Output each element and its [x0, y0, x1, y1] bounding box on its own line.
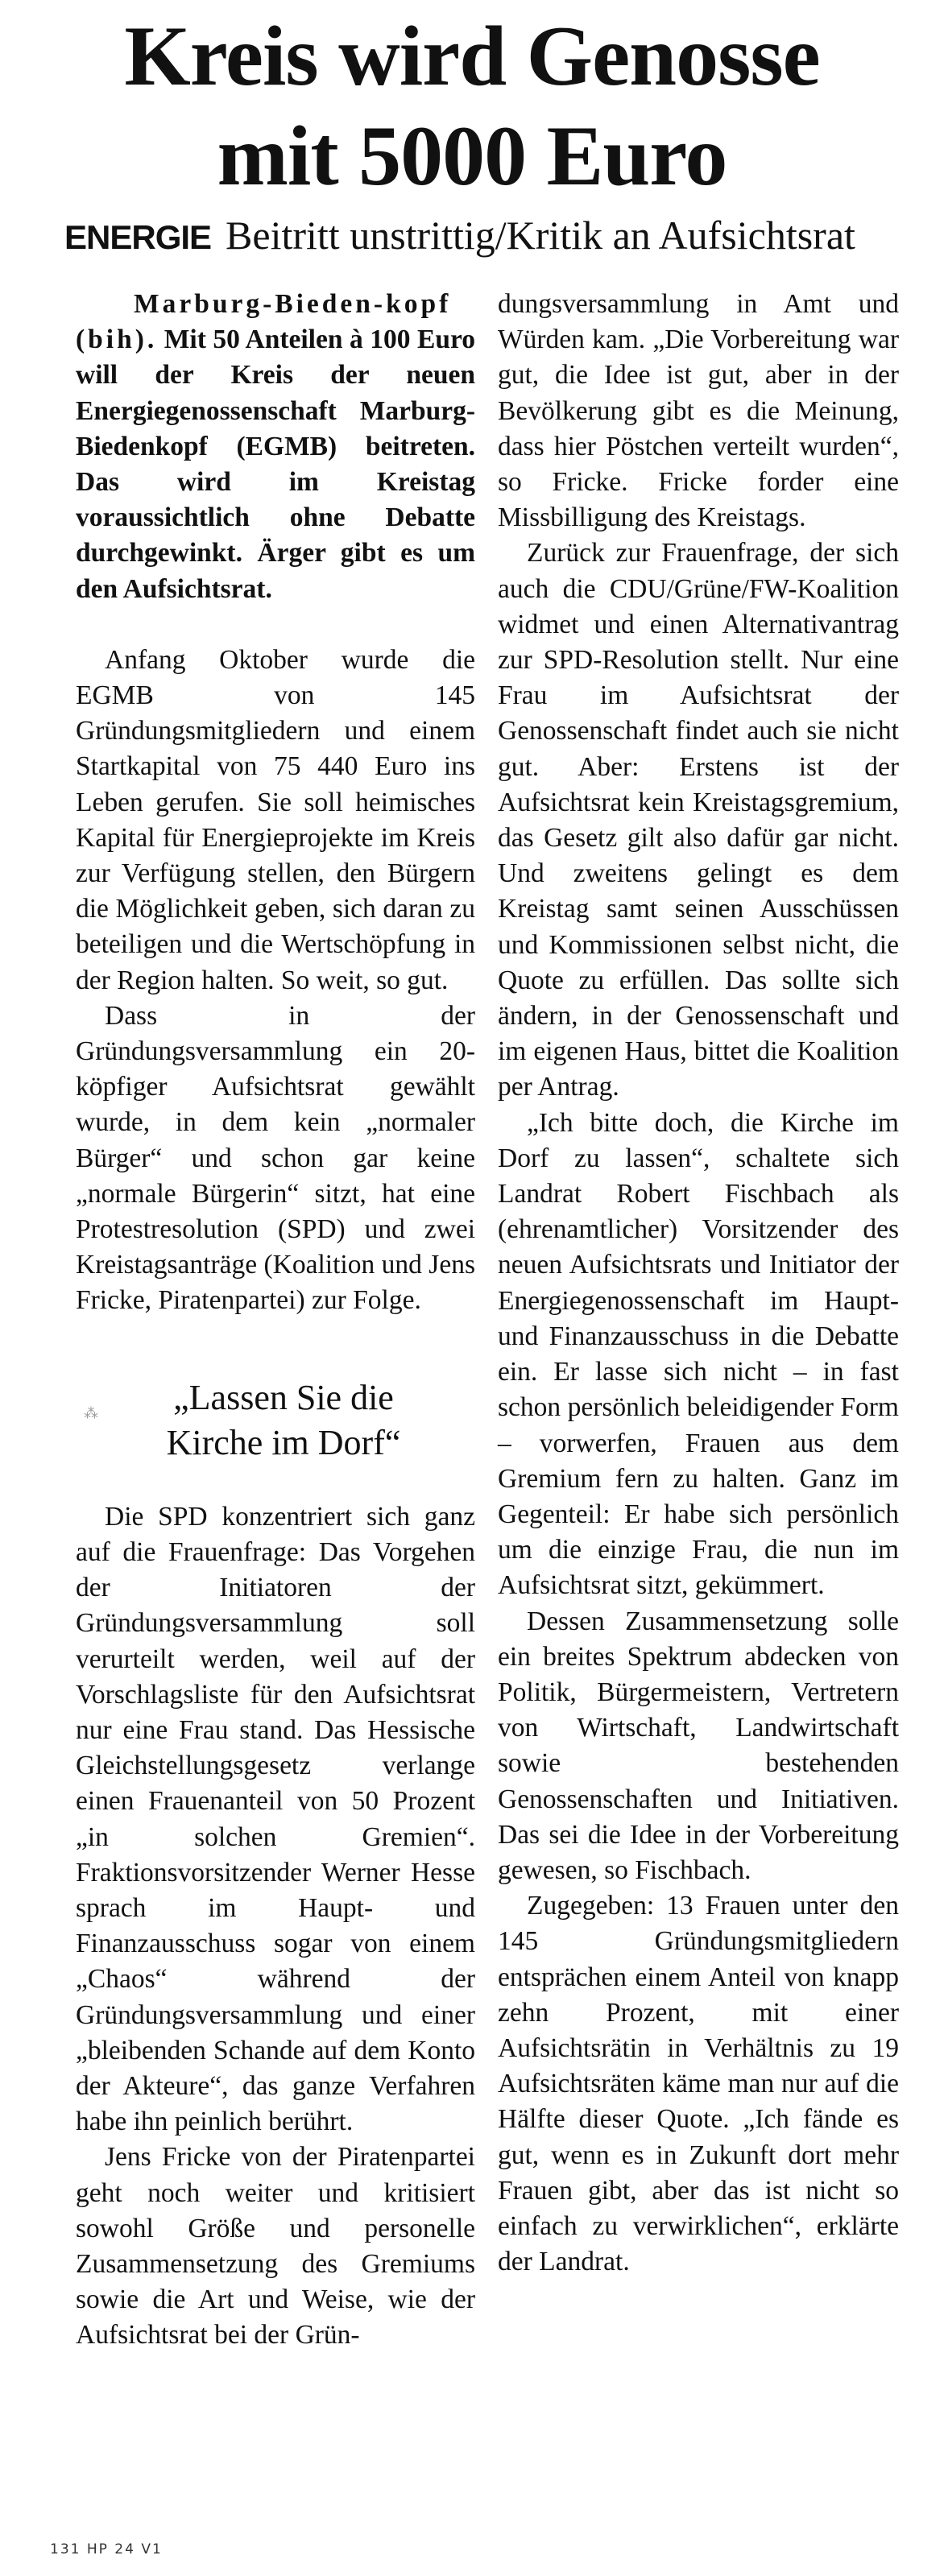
- body-paragraph: Jens Fricke von der Piratenpartei geht noch weiter und kritisiert sowohl Größe und personelle Zusammensetzung des Gremiums sowie die Art und Weise, wie der Aufsichtsrat bei der Grün-: [76, 2142, 475, 2351]
- crosshead: [76, 1375, 475, 1466]
- subheadline-row: [64, 211, 912, 262]
- body-paragraph: Zugegeben: 13 Frauen unter den 145 Gründungsmitgliedern entsprächen einem Anteil von knapp zehn Prozent, mit einer Aufsichtsrätin in Verhältnis zu 19 Aufsichtsräten käme man nur auf die Hälfte dieser Quote. „Ich fände es gut, wenn es in Zukunft dort mehr Frauen gibt, aber das ist nicht so einfach zu verwirklichen“, erklärte der Landrat.: [498, 1891, 899, 2277]
- crosshead-line-2: Kirche im Dorf“: [166, 1422, 401, 1462]
- body-paragraph: Dessen Zusammensetzung solle ein breites Spektrum abdecken von Politik, Bürgermeistern, Vertretern von Wirtschaft, Landwirtschaft sowie bestehenden Genossenschaften und Initiativen. Das sei die Idee in der Vorbereitung gewesen, so Fischbach.: [498, 1606, 899, 1885]
- headline-line-2: mit 5000 Euro: [217, 109, 727, 203]
- rubric-label: ENERGIE: [64, 218, 212, 256]
- body-paragraph: „Ich bitte doch, die Kirche im Dorf zu lassen“, schaltete sich Landrat Robert Fischbach als (ehrenamtlicher) Vorsitzender des neuen Aufsichtsrats und Initiator der Energiegenossenschaft im Haupt- und Finanzausschuss in die Debatte ein. Er lasse sich nicht – in fast schon persönlich beleidigender Form – vorwerfen, Frauen aus dem Gremium fern zu halten. Ganz im Gegenteil: Er habe sich persönlich um die einzige Frau, die nun im Aufsichtsrat sitzt, gekümmert.: [498, 1107, 899, 1601]
- print-code: 131 HP 24 V1: [50, 2541, 163, 2557]
- lead-dateline: Marburg-Bieden-kopf (bih).: [76, 289, 452, 355]
- text-column-right: [498, 287, 899, 2280]
- body-paragraph: Anfang Oktober wurde die EGMB von 145 Gründungsmitgliedern und einem Startkapital von 75 440 Euro ins Leben gerufen. Sie soll heimisches Kapital für Energieprojekte im Kreis zur Verfügung stellen, den Bürgern die Möglichkeit geben, sich daran zu beteiligen und die Wertschöpfung in der Region halten. So weit, so gut.: [76, 644, 475, 995]
- body-paragraph: Zurück zur Frauenfrage, der sich auch die CDU/Grüne/FW-Koalition widmet und einen Alternativantrag zur SPD-Resolution stellt. Nur eine Frau im Aufsichtsrat der Genossenschaft findet auch sie nicht gut. Aber: Erstens ist der Aufsichtsrat kein Kreistagsgremium, das Gesetz gilt also dafür gar nicht. Und zweitens gelingt es dem Kreistag samt seinen Ausschüssen und Kommissionen selbst nicht, die Quote zu erfüllen. Das sollte sich ändern, in der Genossenschaft und im eigenen Haus, bittet die Koalition per Antrag.: [498, 538, 899, 1102]
- subheadline: Beitritt unstrittig/Kritik an Aufsichtsrat: [226, 213, 855, 258]
- headline: [48, 6, 896, 206]
- headline-line-1: Kreis wird Genosse: [124, 9, 820, 103]
- body-paragraph-continued: dungsversammlung in Amt und Würden kam. „Die Vorbereitung war gut, die Idee ist gut, aber in der Bevölkerung gibt es die Meinung, dass hier Pöstchen verteilt wurden“, so Fricke. Fricke forder eine Missbilligung des Kreistags.: [498, 289, 899, 533]
- body-paragraph: Die SPD konzentriert sich ganz auf die Frauenfrage: Das Vorgehen der Initiatoren der Gründungsversammlung soll verurteilt werden, weil auf der Vorschlagsliste für den Aufsichtsrat nur eine Frau stand. Das Hessische Gleichstellungsgesetz verlange einen Frauenanteil von 50 Prozent „in solchen Gremien“. Fraktionsvorsitzender Werner Hesse sprach im Haupt- und Finanzausschuss sogar von einem „Chaos“ während der Gründungsversammlung und einer „bleibenden Schande auf dem Konto der Akteure“, das ganze Verfahren habe ihn peinlich berührt.: [76, 1501, 475, 2137]
- body-paragraph: Dass in der Gründungsversammlung ein 20-köpfiger Aufsichtsrat gewählt wurde, in dem kein „normaler Bürger“ und schon gar keine „normale Bürgerin“ sitzt, hat eine Protestresolution (SPD) und zwei Kreistagsanträge (Koalition und Jens Fricke, Piratenpartei) zur Folge.: [76, 1000, 475, 1316]
- lead-text: Mit 50 Anteilen à 100 Euro will der Kreis der neuen Energiegenossenschaft Marburg-Biedenkopf (EGMB) beitreten. Das wird im Kreistag voraussichtlich ohne Debatte durchgewinkt. Ärger gibt es um den Aufsichtsrat.: [76, 325, 476, 604]
- crosshead-ornament: ⁂: [84, 1404, 98, 1422]
- crosshead-line-1: „Lassen Sie die: [173, 1377, 394, 1417]
- text-column-left: [76, 287, 475, 2354]
- lead-paragraph: [76, 287, 475, 607]
